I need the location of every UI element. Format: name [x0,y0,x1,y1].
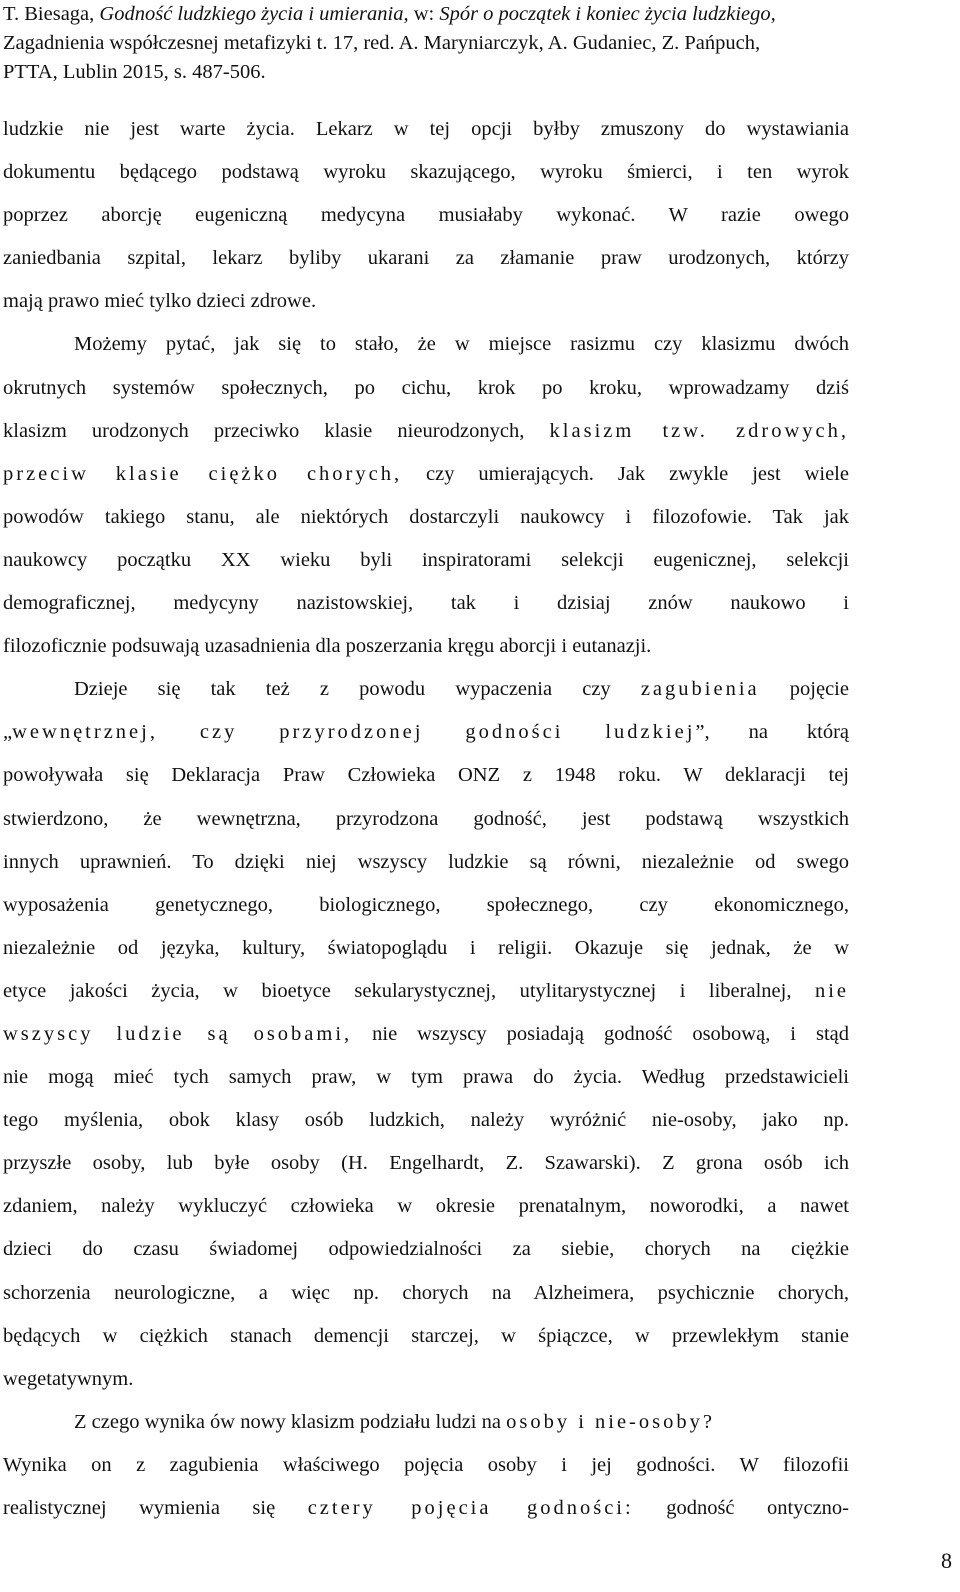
text-run: zaniedbania szpital, lekarz byliby ukarani za złamanie praw urodzonych, którzy [3,247,849,270]
spaced-emphasis: osoby i nie-osoby [506,1410,703,1433]
text-run: Możemy pytać, jak się to stało, że w miejsce rasizmu czy klasizmu dwóch [74,333,849,356]
text-line [3,668,849,711]
text-run: realistycznej wymienia się [3,1497,308,1519]
text-run: powoływała się Deklaracja Praw Człowieka ONZ z 1948 roku. W deklaracji tej [3,764,849,787]
text-run: powodów takiego stanu, ale niektórych dostarczyli naukowcy i filozofowie. Tak jak [3,505,849,528]
text-run: w: [413,3,440,25]
text-line [3,367,849,410]
spaced-emphasis: cztery pojęcia godności: [307,1497,634,1519]
text-run: klasizm urodzonych przeciwko klasie nieurodzonych, [3,419,550,442]
text-line [3,1444,849,1487]
text-run: dzieci do czasu świadomej odpowiedzialności za siebie, chorych na ciężkie [3,1238,849,1261]
text-run: nie wszyscy posiadają godność osobową, i stąd [352,1022,850,1045]
text-line [3,151,849,194]
text-run: Z czego wynika ów nowy klasizm podziału ludzi na [74,1410,507,1433]
text-line [3,108,849,151]
header-line [3,58,953,87]
text-run: przyszłe osoby, lub byłe osoby (H. Engelhardt, Z. Szawarski). Z grona osób ich [3,1152,849,1175]
text-run: T. Biesaga, [3,3,100,25]
text-run: nie mogą mieć tych samych praw, w tym prawa do życia. Według przedstawicieli [3,1066,849,1089]
text-line [3,1185,849,1228]
text-run: mają prawo mieć tylko dzieci zdrowe. [3,290,317,313]
text-line [3,539,849,582]
spaced-emphasis: wszyscy ludzie są osobami, [3,1022,353,1045]
text-run: dokumentu będącego podstawą wyroku skazującego, wyroku śmierci, i ten wyrok [3,161,849,184]
text-line [3,1099,849,1142]
text-run: Dzieje się tak też z powodu wypaczenia czy [74,678,641,701]
text-line [3,798,849,841]
text-run: etyce jakości życia, w bioetyce sekularystycznej, utylitarystycznej i liberalnej, [3,979,815,1002]
text-line [3,280,849,323]
spaced-emphasis: klasizm tzw. zdrowych, [549,419,850,442]
text-line [3,1358,849,1401]
text-run: naukowcy początku XX wieku byli inspiratorami selekcji eugenicznej, selekcji [3,548,849,571]
text-line [3,237,849,280]
text-line [3,323,849,366]
text-line [3,625,849,668]
text-run: „ [3,721,13,744]
citation-header [3,0,953,87]
text-run: schorzenia neurologiczne, a więc np. chorych na Alzheimera, psychicznie chorych, [3,1281,849,1304]
text-run: stwierdzono, że wewnętrzna, przyrodzona godność, jest podstawą wszystkich [3,807,849,830]
text-run: czy umierających. Jak zwykle jest wiele [402,462,849,485]
text-run: demograficznej, medycyny nazistowskiej, tak i dzisiaj znów naukowo i [3,592,849,615]
text-line [3,711,849,754]
text-run: wegetatywnym. [3,1367,134,1390]
text-run: okrutnych systemów społecznych, po cichu, krok po kroku, wprowadzamy dziś [3,376,849,399]
text-run: Wynika on z zagubienia właściwego pojęcia osoby i jej godności. W filozofii [3,1453,849,1476]
spaced-emphasis: wewnętrznej, czy przyrodzonej godności ludzkiej [12,721,696,744]
text-run: ? [702,1410,712,1433]
italic-title: Spór o początek i koniec życia ludzkiego, [439,3,776,25]
body-text [3,108,849,1530]
page-number: 8 [941,1548,952,1573]
header-line [3,29,953,58]
spaced-emphasis: nie [814,979,849,1002]
text-run: zdaniem, należy wykluczyć człowieka w okresie prenatalnym, noworodki, a nawet [3,1195,849,1218]
text-run: poprzez aborcję eugeniczną medycyna musiałaby wykonać. W razie owego [3,204,849,227]
text-line [3,1013,849,1056]
spaced-emphasis: przeciw klasie ciężko chorych, [3,462,403,485]
text-run: PTTA, Lublin 2015, s. 487-506. [3,61,266,83]
text-line [3,1272,849,1315]
text-run: niezależnie od języka, kultury, światopoglądu i religii. Okazuje się jednak, że w [3,936,849,959]
italic-title: Godność ludzkiego życia i umierania, [99,3,414,25]
text-line [3,884,849,927]
text-line [3,1142,849,1185]
text-run: godność ontyczno- [633,1497,849,1519]
header-line [3,0,953,29]
text-line [3,410,849,453]
text-run: filozoficznie podsuwają uzasadnienia dla poszerzania kręgu aborcji i eutanazji. [3,635,652,658]
text-line [3,1401,849,1444]
text-run: Zagadnienia współczesnej metafizyki t. 17, red. A. Maryniarczyk, A. Gudaniec, Z. Pańpuch, [3,32,761,54]
text-line [3,1228,849,1271]
text-line [3,453,849,496]
text-line [3,1487,849,1530]
text-line [3,1056,849,1099]
text-run: ludzkie nie jest warte życia. Lekarz w tej opcji byłby zmuszony do wystawiania [3,118,849,140]
text-line [3,194,849,237]
text-line [3,927,849,970]
text-line [3,841,849,884]
text-run: tego myślenia, obok klasy osób ludzkich, należy wyróżnić nie-osoby, jako np. [3,1109,849,1132]
text-run: wyposażenia genetycznego, biologicznego, społecznego, czy ekonomicznego, [3,893,849,916]
text-run: będących w ciężkich stanach demencji starczej, w śpiączce, w przewlekłym stanie [3,1324,849,1347]
text-line [3,582,849,625]
text-line [3,1315,849,1358]
text-line [3,754,849,797]
text-run: ”, na którą [695,721,849,744]
text-line [3,970,849,1013]
text-run: pojęcie [759,678,849,701]
text-line [3,496,849,539]
spaced-emphasis: zagubienia [640,678,760,701]
text-run: innych uprawnień. To dzięki niej wszyscy ludzkie są równi, niezależnie od swego [3,850,849,873]
